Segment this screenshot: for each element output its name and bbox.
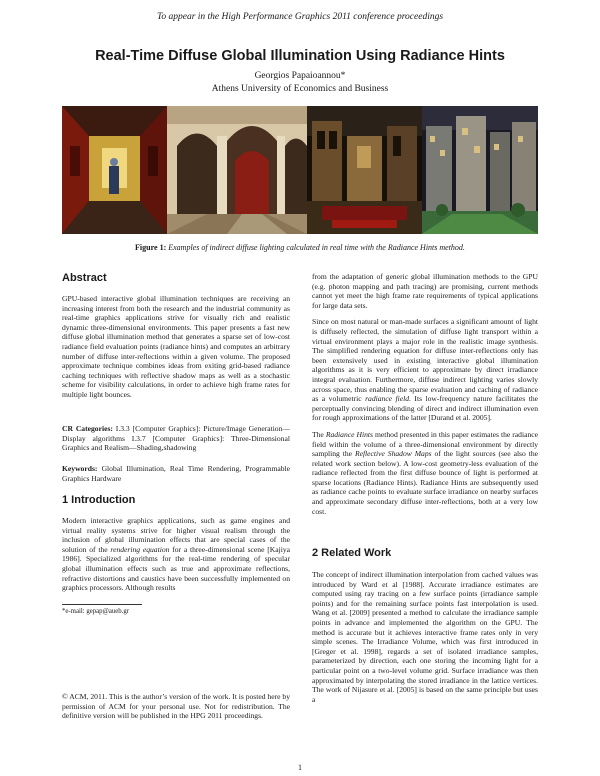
figure-caption-text: Examples of indirect diffuse lighting calculated in real time with the Radiance Hints method. — [168, 243, 465, 252]
right-paragraph-1: from the adaptation of generic global illumination methods to the GPU (e.g. photon mapping and path tracing) are promising, current methods cannot yet meet the high frame rate requirements of typical applications for large data sets. — [312, 272, 538, 310]
figure-label: Figure 1: — [135, 243, 167, 252]
cr-categories-text: I.3.3 [Computer Graphics]: Picture/Image Generation—Display algorithms I.3.7 [Computer Graphics]: Three-Dimensional Graphics and Realism—Shading,shadowing — [62, 424, 290, 453]
page-number: 1 — [298, 763, 302, 772]
radiance-field-emphasis: radiance field — [365, 394, 410, 404]
introduction-heading: 1 Introduction — [62, 494, 136, 506]
intro-text-2: for a three-dimensional scene [Kajiya 1986]. Specialized algorithms for the real-time rendering of specular global illumination effects such as true and approximate reflections, refractive distortions and caustics have been successfully implemented on graphics processors. Although results — [62, 544, 290, 593]
copyright-notice: © ACM, 2011. This is the author’s version of the work. It is posted here by permission of ACM for your personal use. Not for redistribution. The definitive version will be published in the HPG 2011 proceedings. — [62, 692, 290, 721]
author-name: Georgios Papaioannou* — [254, 71, 346, 81]
footnote: *e-mail: gepap@aueb.gr — [62, 608, 130, 615]
related-work-text: The concept of indirect illumination interpolation from cached values was introduced by Ward et al [1988]. Accurate irradiance estimates are computed using ray tracing on a few surface points (irradiance sample points) and for the remaining surface points fast interpolation is used. Wang et al. [2009] presented a method to calculate the irradiance sample points in advance and implemented the algorithm on the GPU. The method is accurate but it achieves interactive frame rates only in very simple scenes. The Irradiance Volume, which was first introduced in [Greger et al. 1998], regards a set of isolated irradiance samples, parameterized by direction, each one storing the incoming light for a particular point on a two-level volume grid. Surface irradiance was then approximated by interpolating the stored irradiance in the lattice vertices. The work of Nijasure et al. [2005] is based on the same principle but uses a — [312, 570, 538, 704]
intro-emphasis: rendering equation — [110, 544, 170, 554]
figure-caption — [0, 243, 600, 252]
keywords-text: Global Illumination, Real Time Rendering, Programmable Graphics Hardware — [62, 464, 291, 483]
related-work-body — [312, 570, 538, 704]
radiance-hints-emphasis: Radiance Hints — [325, 429, 373, 439]
running-header: To appear in the High Performance Graphics 2011 conference proceedings — [156, 12, 444, 22]
cr-categories — [62, 424, 290, 453]
right-paragraph-2: Since on most natural or man-made surfaces a significant amount of light is diffusely reflected, the simulation of diffuse light transport within a virtual environment plays a major role in the realistic image synthesis. The simplified rendering equation for diffuse inter-reflections only has been extensively used in existing interactive global illumination algorithms as it is very efficient to approximate by direct irradiance integral evaluation. Furthermore, diffuse indirect lighting varies slowly across space, thus enabling the sparse evaluation and caching of radiance as a volumetric radiance field. Its low-frequency nature facilitates the perceptually convincing blending of direct and indirect illumination even for rough approximations of the latter [Durand et al. 2005]. — [312, 317, 539, 423]
right-column-body — [312, 272, 538, 516]
abstract-text: GPU-based interactive global illumination techniques are receiving an increasing interest from both the research and the industrial community as real-time graphics applications strive for visually rich and realistic dynamic three-dimensional environments. This paper presents a fast new diffuse global illumination method that generates a sparse set of low-cost radiance field evaluation points (radiance hints) and computes an arbitrary number of diffuse inter-reflections within a given volume. The proposed approximate technique combines ideas from exiting grid-based radiance caching techniques with reflective shadow maps as well as a stochastic scheme for visibility calculations, in order to achieve high frame rates for multiple light bounces. — [62, 294, 290, 399]
courtyard-scene-image — [307, 106, 422, 234]
arched-atrium-scene-image — [167, 106, 307, 234]
abstract-body — [62, 294, 290, 400]
teaser-figure — [62, 106, 538, 234]
author-affiliation: Athens University of Economics and Business — [211, 84, 389, 94]
cr-categories-label: CR Categories: — [62, 424, 113, 433]
keywords-label: Keywords: — [62, 464, 98, 473]
red-corridor-scene-image — [62, 106, 167, 234]
keywords — [62, 464, 290, 483]
abstract-heading: Abstract — [62, 272, 107, 284]
introduction-body — [62, 516, 290, 593]
paper-title: Real-Time Diffuse Global Illumination Using Radiance Hints — [95, 48, 505, 64]
intro-text-1: Modern interactive graphics applications, such as game engines and virtual reality systems strive for higher visual realism through the inclusion of global illumination effects that are special cases of the solution of the — [62, 516, 290, 554]
cityscape-scene-image — [422, 106, 538, 234]
footnote-rule — [62, 604, 142, 605]
reflective-shadow-maps-emphasis: Reflective Shadow Maps — [354, 449, 432, 459]
right-paragraph-3: The Radiance Hints method presented in this paper estimates the radiance field within the volume of a three-dimensional environment by directly sampling the Reflective Shadow Maps of the light sources (see also the related work section below). A low-cost geometry-less evaluation of the radiance reflected from the first diffuse bounce of light is performed at sparse locations (Radiance Hints). Radiance Hints are subsequently used as radiance cache points to evaluate surface irradiance on nearby surfaces and approximate secondary diffuse inter-reflections, both at a very low cost. — [312, 429, 538, 516]
related-work-heading: 2 Related Work — [312, 547, 392, 559]
